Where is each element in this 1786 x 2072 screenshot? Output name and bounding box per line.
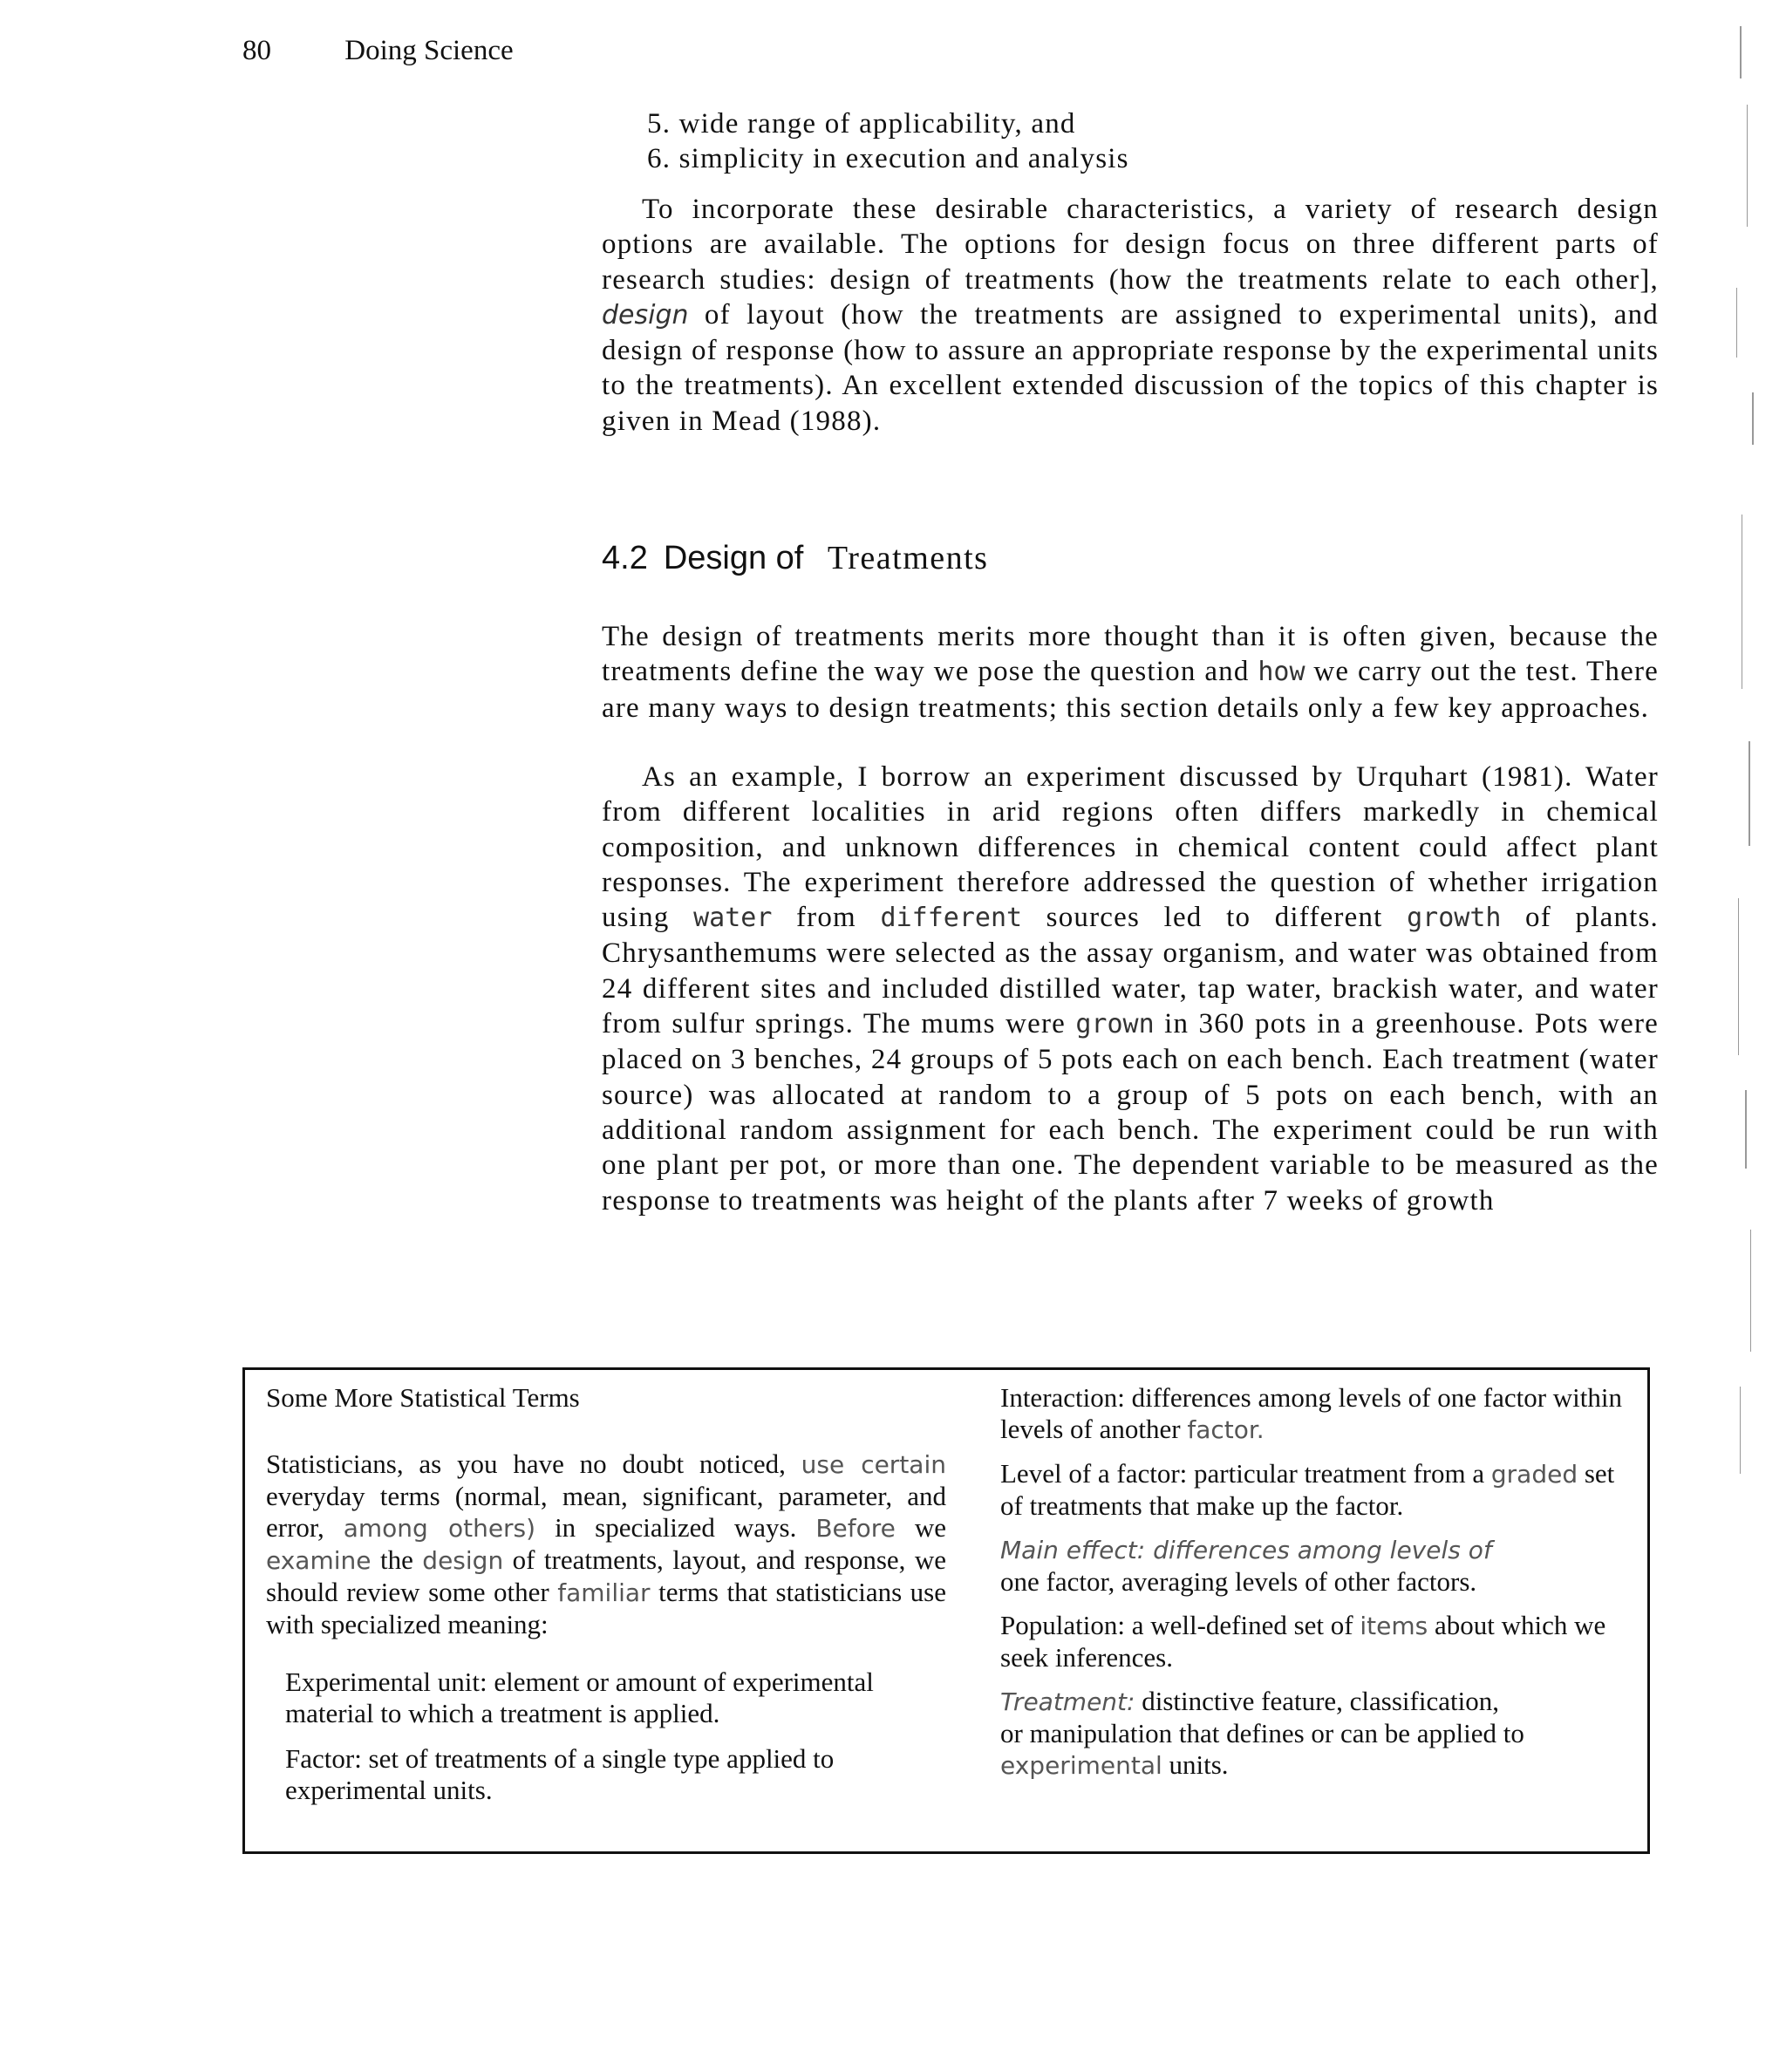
box-title: Some More Statistical Terms <box>266 1382 580 1413</box>
scan-edge-noise <box>1731 26 1766 1509</box>
paragraph: As an example, I borrow an experiment discussed by Urquhart (1981). Water from different localities in arid regions often differs markedly in chemical composition, and unknown differences in chemical content could affect plant responses. The experiment therefore addressed the question of whether irrigation using water from different sources led to different growth of plants. Chrysanthemums were selected as the assay organism, and water was obtained from 24 different sites and included distilled water, tap water, brackish water, and water from sulfur springs. The mums were grown in 360 pots in a greenhouse. Pots were placed on 3 benches, 24 groups of 5 pots each on each bench. Each treatment (water source) was allocated at random to a group of 5 pots on each bench, with an additional random assignment for each bench. The experiment could be run with one plant per pot, or more than one. The dependent variable to be measured as the response to treatments was height of the plants after 7 weeks of growth <box>602 761 1660 1217</box>
section-number: 4.2 <box>602 540 648 576</box>
definition-interaction: Interaction: differences among levels of one factor within levels of another factor. <box>1000 1382 1623 1444</box>
statistical-terms-box <box>242 1367 1650 1854</box>
numbered-list <box>602 106 1659 177</box>
definition-treatment: Treatment: distinctive feature, classification, or manipulation that defines or can be applied to experimental units. <box>1000 1686 1524 1780</box>
definition-experimental-unit: Experimental unit: element or amount of experimental material to which a treatment is applied. <box>285 1666 874 1728</box>
definition-population: Population: a well-defined set of items about which we seek inferences. <box>1000 1610 1606 1673</box>
running-title: Doing Science <box>344 35 514 66</box>
section-title-part2: Treatments <box>827 540 989 576</box>
list-item: 6. simplicity in execution and analysis <box>647 143 1129 175</box>
definition-level-of-factor: Level of a factor: particular treatment from a graded set of treatments that make up the factor. <box>1000 1458 1615 1521</box>
box-right-column <box>1000 1382 1637 1794</box>
paragraph: To incorporate these desirable characteristics, a variety of research design options are available. The options for design focus on three different parts of research studies: design of treatments (how the treatments relate to each other], design of layout (how the treatments are assigned to experimental units), and design of response (how to assure an appropriate response by the experimental units to the treatments). An excellent extended discussion of the topics of this chapter is given in Mead (1988). <box>602 194 1659 437</box>
definition-factor: Factor: set of treatments of a single type applied to experimental units. <box>285 1743 835 1805</box>
list-item: 5. wide range of applicability, and <box>647 108 1076 140</box>
paragraph: The design of treatments merits more thought than it is often given, because the treatments define the way we pose the question and how we carry out the test. There are many ways to design treatments; this section details only a few key approaches. <box>602 621 1659 724</box>
box-intro: Statisticians, as you have no doubt noticed, use certain everyday terms (normal, mean, significant, parameter, and error, among others) in specialized ways. Before we examine the design of treatments, layout, and response, we should review some other familiar terms that statisticians use with specialized meaning: <box>266 1448 947 1639</box>
section-title-part1: Design of <box>663 540 804 576</box>
definition-main-effect: Main effect: differences among levels of one factor, averaging levels of other factors. <box>1000 1536 1492 1597</box>
box-left-column <box>266 1382 946 1820</box>
running-header <box>242 35 514 67</box>
section-heading <box>602 539 988 577</box>
page-number: 80 <box>242 35 271 66</box>
